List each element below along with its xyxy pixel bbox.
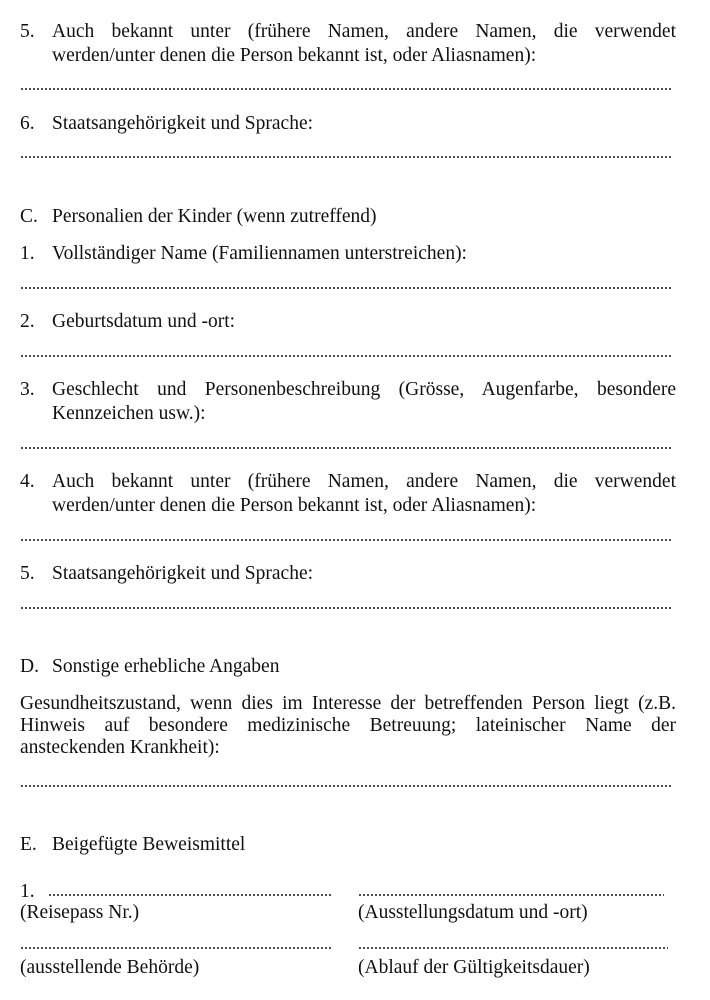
- item-b5: [20, 20, 676, 68]
- section-title: Beigefügte Beweismittel: [52, 834, 246, 855]
- expiry-label: (Ablauf der Gültigkeitsdauer): [358, 957, 590, 978]
- section-title: Sonstige erhebliche Angaben: [52, 656, 280, 677]
- section-letter: E.: [20, 834, 37, 855]
- item-text: Auch bekannt unter (frühere Namen, andere Namen, die verwendet werden/unter denen die Person bekannt ist, oder Aliasnamen):: [52, 471, 676, 516]
- expiry-line[interactable]: [358, 947, 668, 949]
- answer-line-c5[interactable]: [20, 607, 672, 609]
- passport-number-label: (Reisepass Nr.): [20, 902, 140, 923]
- item-text: Geburtsdatum und -ort:: [52, 311, 236, 332]
- section-title: Personalien der Kinder (wenn zutreffend): [52, 206, 377, 227]
- item-c4: [20, 470, 676, 518]
- item-b6: [20, 112, 676, 136]
- passport-number-line[interactable]: [48, 894, 332, 896]
- answer-line-c1[interactable]: [20, 287, 672, 289]
- item-number: 1.: [20, 243, 35, 264]
- answer-line-b6[interactable]: [20, 156, 672, 158]
- item-c1: [20, 242, 676, 266]
- item-number: 4.: [20, 471, 35, 492]
- evidence-item-number: 1.: [20, 881, 35, 902]
- item-number: 3.: [20, 379, 35, 400]
- section-letter: C.: [20, 206, 38, 227]
- issue-date-place-label: (Ausstellungsdatum und -ort): [358, 902, 588, 923]
- issuing-authority-line[interactable]: [20, 947, 332, 949]
- item-c5: [20, 562, 676, 586]
- answer-line-c3[interactable]: [20, 447, 672, 449]
- item-text: Staatsangehörigkeit und Sprache:: [52, 113, 314, 134]
- item-text: Geschlecht und Personenbeschreibung (Grösse, Augenfarbe, besondere Kennzeichen usw.):: [52, 379, 676, 424]
- item-text: Auch bekannt unter (frühere Namen, andere Namen, die verwendet werden/unter denen die Person bekannt ist, oder Aliasnamen):: [52, 21, 676, 66]
- item-c2: [20, 310, 676, 334]
- answer-line-d[interactable]: [20, 785, 672, 787]
- item-c3: [20, 378, 676, 426]
- answer-line-b5[interactable]: [20, 88, 672, 90]
- section-e-heading: [20, 833, 245, 857]
- issuing-authority-label: (ausstellende Behörde): [20, 957, 200, 978]
- section-c-heading: [20, 205, 377, 229]
- answer-line-c4[interactable]: [20, 539, 672, 541]
- item-number: 5.: [20, 563, 35, 584]
- section-letter: D.: [20, 656, 39, 677]
- item-text: Vollständiger Name (Familiennamen unterstreichen):: [52, 243, 467, 264]
- section-d-paragraph: Gesundheitszustand, wenn dies im Interesse der betreffenden Person liegt (z.B. Hinweis auf besondere medizinische Betreuung; lateinischer Name der ansteckenden Krankheit):: [20, 693, 676, 758]
- item-number: 2.: [20, 311, 35, 332]
- issue-date-place-line[interactable]: [358, 894, 664, 896]
- item-number: 6.: [20, 113, 35, 134]
- answer-line-c2[interactable]: [20, 355, 672, 357]
- item-number: 5.: [20, 21, 35, 42]
- section-d-heading: [20, 655, 279, 679]
- item-text: Staatsangehörigkeit und Sprache:: [52, 563, 314, 584]
